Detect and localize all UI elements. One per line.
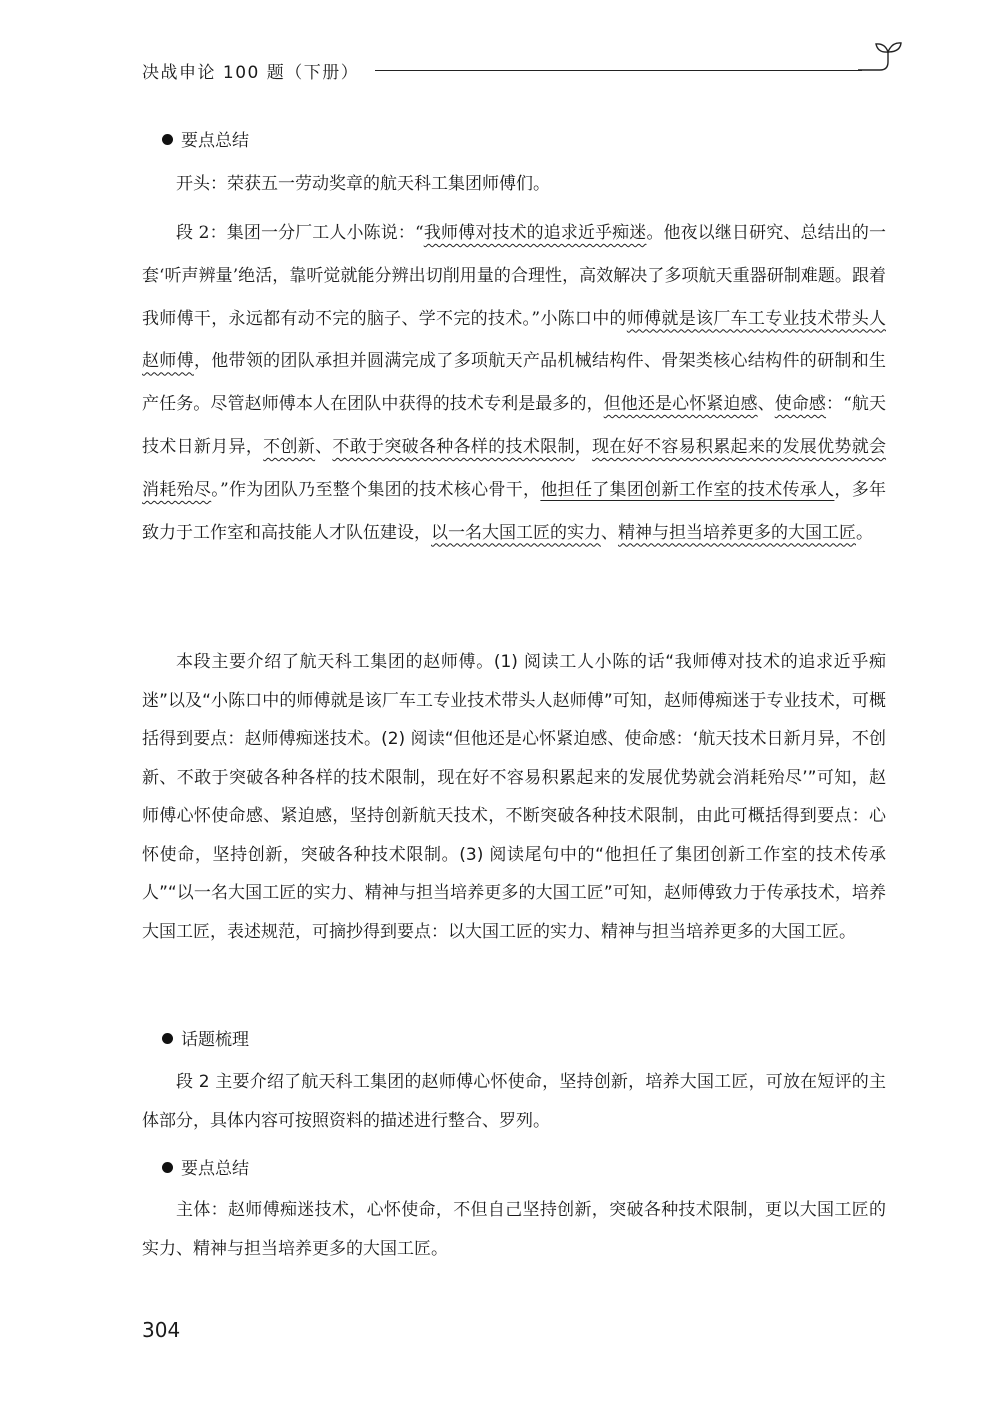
body-summary: 主体：赵师傅痴迷技术，心怀使命，不但自己坚持创新，突破各种技术限制，更以大国工匠的实力、精神与担当培养更多的大国工匠。 [142,1200,886,1259]
section-heading-key-points: 要点总结 [162,126,249,151]
wavy-underline-phrase: 现在好不容易积累起来的发展优势就会消耗殆尽 [142,436,887,500]
page-number: 304 [142,1318,181,1342]
wavy-underline-phrase: 精神与担当培养更多的大国工匠 [618,522,856,543]
wavy-underline-phrase: 以一名大国工匠的实力 [431,522,601,543]
wavy-underline-phrase: 师傅就是该厂车工专业技术带头人赵师傅 [142,308,886,372]
sprout-icon [858,40,902,74]
wavy-underline-phrase: 使命感 [774,394,827,415]
section-heading-topic: 话题梳理 [162,1025,249,1050]
opening-summary: 开头：荣获五一劳动奖章的航天科工集团师傅们。 [176,174,550,194]
bullet-icon [162,1162,173,1173]
solid-underline-phrase: 他担任了集团创新工作室的技术传承人 [540,479,835,500]
section-heading-key-points-2: 要点总结 [162,1154,249,1179]
topic-paragraph: 段 2 主要介绍了航天科工集团的赵师傅心怀使命，坚持创新，培养大国工匠，可放在短评的主体部分，具体内容可按照资料的描述进行整合、罗列。 [142,1072,886,1131]
bullet-icon [162,1033,173,1044]
running-header [142,56,902,90]
wavy-underline-phrase: 不创新 [263,436,316,457]
header-rule [375,70,862,71]
book-title: 决战申论 100 题（下册） [142,63,360,83]
material-paragraph: 段 2：集团一分厂工人小陈说：“我师傅对技术的追求近乎痴迷。他夜以继日研究、总结出的一套‘听声辨量’绝活，靠听觉就能分辨出切削用量的合理性，高效解决了多项航天重器研制难题。跟着我师傅干，永远都有动不完的脑子、学不完的技术。”小陈口中的师傅就是该厂车工专业技术带头人赵师傅，他带领的团队承担并圆满完成了多项航天产品机械结构件、骨架类核心结构件的研制和生产任务。尽管赵师傅本人在团队中获得的技术专利是最多的，但他还是心怀紧迫感、使命感：“航天技术日新月异，不创新、不敢于突破各种各样的技术限制，现在好不容易积累起来的发展优势就会消耗殆尽。”作为团队乃至整个集团的技术核心骨干，他担任了集团创新工作室的技术传承人，多年致力于工作室和高技能人才队伍建设，以一名大国工匠的实力、精神与担当培养更多的大国工匠。 [142,223,887,543]
wavy-underline-phrase: 我师傅对技术的追求近乎痴迷 [423,223,647,243]
bullet-icon [162,134,173,145]
wavy-underline-phrase: 但他还是心怀紧迫感 [603,394,758,415]
wavy-underline-phrase: 不敢于突破各种各样的技术限制 [332,436,575,457]
analysis-paragraph: 本段主要介绍了航天科工集团的赵师傅。(1) 阅读工人小陈的话“我师傅对技术的追求近乎痴迷”以及“小陈口中的师傅就是该厂车工专业技术带头人赵师傅”可知，赵师傅痴迷于专业技术，可概括得到要点：赵师傅痴迷技术。(2) 阅读“但他还是心怀紧迫感、使命感：‘航天技术日新月异，不创新、不敢于突破各种各样的技术限制，现在好不容易积累起来的发展优势就会消耗殆尽’”可知，赵师傅心怀使命感、紧迫感，坚持创新航天技术，不断突破各种技术限制，由此可概括得到要点：心怀使命，坚持创新，突破各种技术限制。(3) 阅读尾句中的“他担任了集团创新工作室的技术传承人”“以一名大国工匠的实力、精神与担当培养更多的大国工匠”可知，赵师傅致力于传承技术，培养大国工匠，表述规范，可摘抄得到要点：以大国工匠的实力、精神与担当培养更多的大国工匠。 [142,652,886,942]
